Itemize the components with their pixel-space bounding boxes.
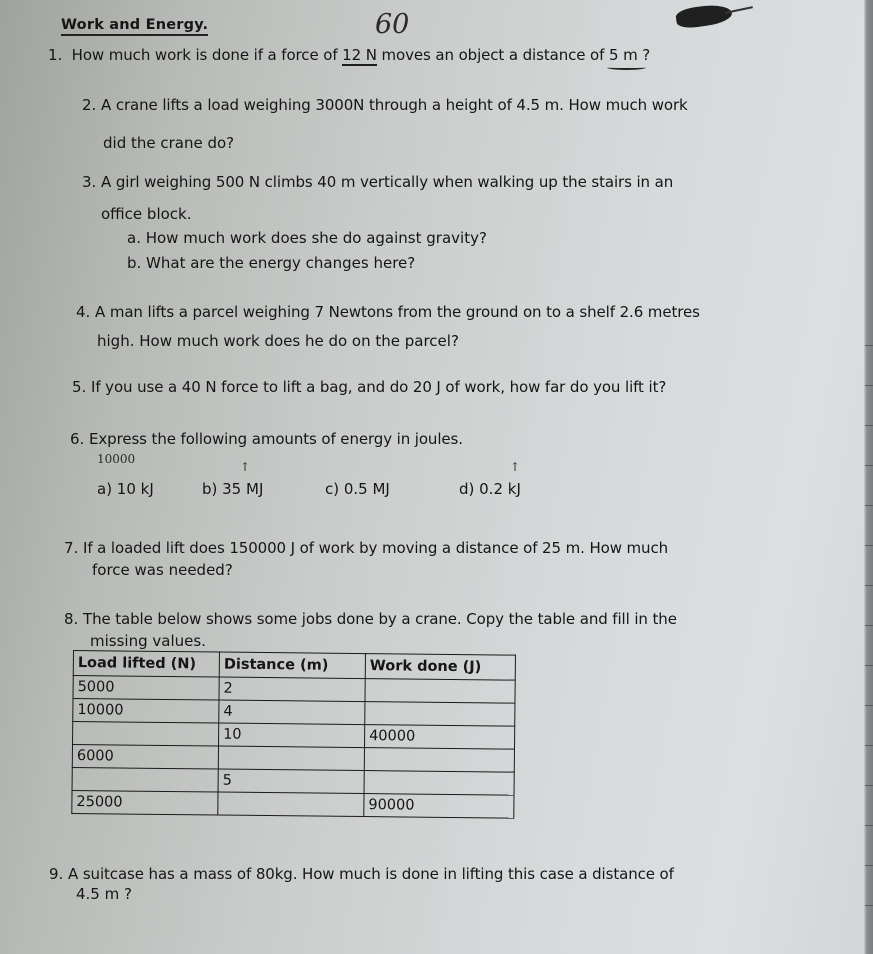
question-7-line-1: 7. If a loaded lift does 150000 J of work by moving a distance of 25 m. How much [64, 539, 669, 557]
cell-load [72, 767, 218, 792]
cell-load: 6000 [72, 745, 218, 770]
header-distance: Distance (m) [219, 652, 365, 679]
header-work-done: Work done (J) [365, 654, 515, 681]
cell-load: 25000 [72, 790, 218, 815]
handwritten-score: 60 [375, 9, 410, 40]
cell-distance [218, 792, 364, 817]
cell-load: 10000 [73, 699, 219, 724]
cell-distance: 5 [218, 769, 364, 794]
question-3-line-1: 3. A girl weighing 500 N climbs 40 m vertically when walking up the stairs in an [82, 173, 674, 191]
question-4-line-1: 4. A man lifts a parcel weighing 7 Newtons from the ground on to a shelf 2.6 metres [76, 303, 700, 321]
underlined-distance: 5 m [608, 46, 638, 64]
question-3-sub-b: b. What are the energy changes here? [127, 254, 416, 272]
cell-distance: 4 [219, 700, 365, 725]
cell-distance [218, 746, 364, 771]
question-7-line-2: force was needed? [92, 561, 233, 579]
question-9-line-1: 9. A suitcase has a mass of 80kg. How much is done in lifting this case a distance of [49, 865, 674, 883]
energy-item-a: a) 10 kJ [97, 480, 154, 498]
cell-distance: 2 [219, 677, 365, 702]
handwritten-annotation: 10000 [97, 452, 136, 466]
energy-item-d: d) 0.2 kJ [459, 480, 521, 498]
cell-load [73, 722, 219, 747]
cell-distance: 10 [219, 723, 365, 748]
question-4-line-2: high. How much work does he do on the parcel? [97, 332, 459, 350]
ink-scribble-stroke [725, 6, 753, 14]
cell-work: 90000 [364, 794, 514, 819]
question-2-line-2: did the crane do? [103, 134, 235, 152]
energy-item-c: c) 0.5 MJ [325, 480, 390, 498]
energy-item-b: b) 35 MJ [202, 480, 264, 498]
handwritten-arrow-b: ↑ [240, 460, 251, 474]
handwritten-arrow-d: ↑ [510, 460, 521, 474]
cell-work [364, 771, 514, 796]
question-6: 6. Express the following amounts of energy in joules. [70, 430, 463, 448]
cell-work: 40000 [364, 725, 514, 750]
underlined-force: 12 N [342, 46, 377, 64]
question-1: 1. How much work is done if a force of 12 N moves an object a distance of 5 m ? [48, 46, 651, 64]
ink-scribble [675, 2, 733, 30]
question-3-line-2: office block. [101, 205, 192, 223]
question-8-line-2: missing values. [90, 632, 206, 650]
table-row [72, 790, 514, 818]
worksheet-title: Work and Energy. [61, 17, 208, 36]
cell-work [364, 748, 514, 773]
question-3-sub-a: a. How much work does she do against gravity? [127, 229, 487, 247]
crane-jobs-table [71, 650, 516, 819]
question-5: 5. If you use a 40 N force to lift a bag, and do 20 J of work, how far do you lift it? [72, 378, 667, 396]
cell-work [365, 702, 515, 727]
question-2-line-1: 2. A crane lifts a load weighing 3000N through a height of 4.5 m. How much work [82, 96, 688, 114]
adjacent-sheet-edge [864, 0, 873, 954]
question-8-line-1: 8. The table below shows some jobs done by a crane. Copy the table and fill in the [64, 610, 677, 628]
question-9-line-2: 4.5 m ? [76, 885, 132, 903]
header-load-lifted: Load lifted (N) [73, 651, 219, 678]
cell-load: 5000 [73, 676, 219, 701]
cell-work [365, 679, 515, 704]
